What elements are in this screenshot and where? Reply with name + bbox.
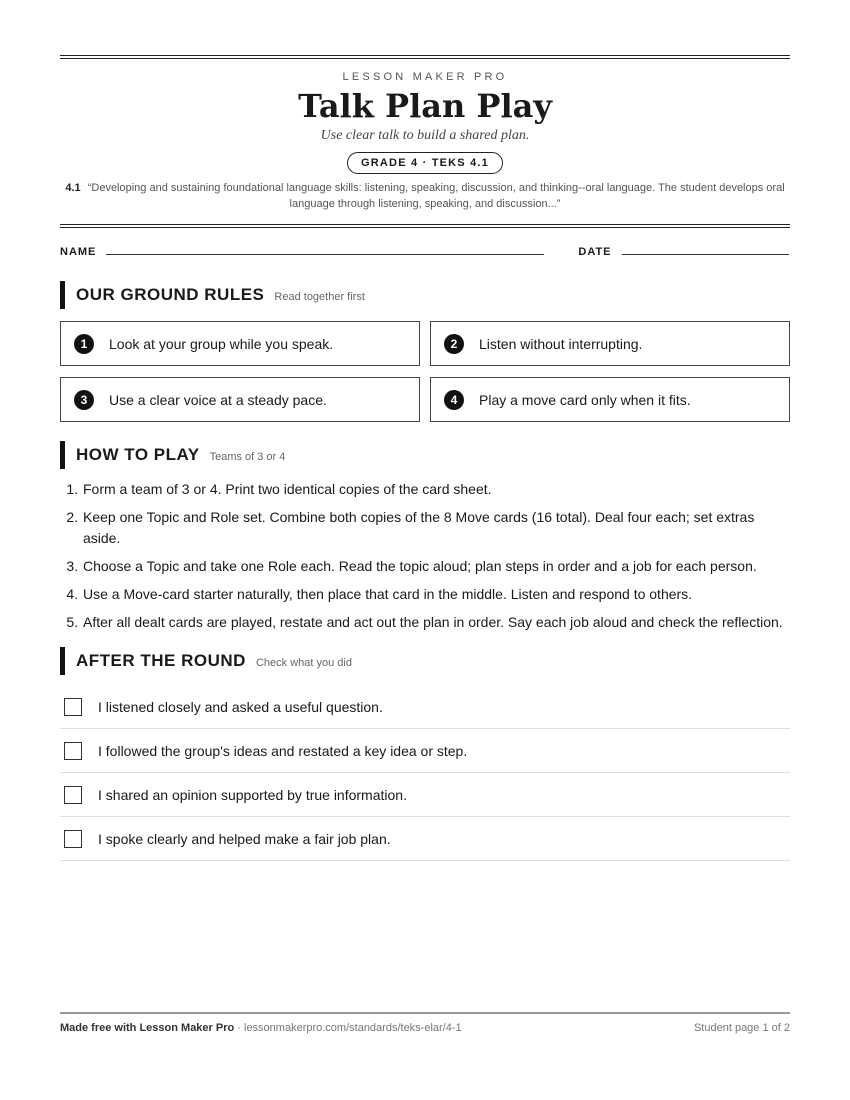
after-round-title: AFTER THE ROUND xyxy=(76,651,246,670)
footer-made-with: Made free with Lesson Maker Pro xyxy=(60,1022,235,1034)
ground-rules-grid xyxy=(60,321,790,422)
checkbox[interactable] xyxy=(64,698,82,716)
checkbox[interactable] xyxy=(64,830,82,848)
rule-text: Play a move card only when it fits. xyxy=(479,391,691,408)
how-to-play-title: HOW TO PLAY xyxy=(76,445,200,464)
checklist-item xyxy=(60,817,790,861)
name-label: NAME xyxy=(60,246,97,258)
rule-text: Look at your group while you speak. xyxy=(109,335,334,352)
rule-text: Listen without interrupting. xyxy=(479,335,643,352)
step-item: 2. Keep one Topic and Role set. Combine both copies of the 8 Move cards (16 total). Deal four each; set extras aside. xyxy=(82,507,790,549)
step-item: 4. Use a Move-card starter naturally, then place that card in the middle. Listen and respond to others. xyxy=(82,584,790,605)
checklist-item xyxy=(60,685,790,729)
rule-text: Use a clear voice at a steady pace. xyxy=(109,391,327,408)
page-number: Student page 1 of 2 xyxy=(693,1022,790,1034)
step-item: 5. After all dealt cards are played, restate and act out the plan in order. Say each job aloud and check the reflection. xyxy=(82,612,790,633)
checklist-text: I listened closely and asked a useful question. xyxy=(98,698,383,715)
checkbox[interactable] xyxy=(64,742,82,760)
how-to-play-steps xyxy=(60,479,790,633)
ground-rules-hint: Read together first xyxy=(274,290,365,303)
checklist-text: I followed the group's ideas and restated a key idea or step. xyxy=(98,742,468,759)
checkbox[interactable] xyxy=(64,786,82,804)
page-subtitle: Use clear talk to build a shared plan. xyxy=(320,128,530,143)
grade-badge: GRADE 4 · TEKS 4.1 xyxy=(347,152,503,174)
page-footer xyxy=(60,1012,790,1034)
how-to-play-heading xyxy=(60,441,790,469)
step-item: 1. Form a team of 3 or 4. Print two identical copies of the card sheet. xyxy=(82,479,790,500)
after-round-hint: Check what you did xyxy=(255,656,352,669)
ground-rule-card xyxy=(430,321,790,366)
reflection-checklist xyxy=(60,685,790,861)
name-date-row xyxy=(60,246,790,258)
ground-rule-card xyxy=(60,321,420,366)
name-field[interactable] xyxy=(106,253,544,255)
checklist-text: I spoke clearly and helped make a fair job plan. xyxy=(98,830,391,847)
ground-rule-card xyxy=(60,377,420,422)
rule-number-badge: 2 xyxy=(444,334,464,354)
worksheet-page xyxy=(60,55,790,861)
ground-rules-title: OUR GROUND RULES xyxy=(76,285,265,304)
ground-rules-heading xyxy=(60,281,790,309)
ground-rule-card xyxy=(430,377,790,422)
standard-text: “Developing and sustaining foundational language skills: listening, speaking, discussion, and thinking--oral language. The student develops oral language through listening, speaking, and discussion...” xyxy=(87,182,785,210)
after-round-heading xyxy=(60,647,790,675)
standard-description xyxy=(60,180,790,212)
header-top-rule xyxy=(60,55,790,59)
checklist-item xyxy=(60,773,790,817)
footer-credit xyxy=(60,1022,462,1034)
date-label: DATE xyxy=(578,246,612,258)
page-title: Talk Plan Play xyxy=(298,87,552,125)
footer-url: · lessonmakerpro.com/standards/teks-elar/4-1 xyxy=(234,1022,462,1034)
rule-number-badge: 4 xyxy=(444,390,464,410)
step-item: 3. Choose a Topic and take one Role each. Read the topic aloud; plan steps in order and a job for each person. xyxy=(82,556,790,577)
how-to-play-hint: Teams of 3 or 4 xyxy=(209,450,286,463)
checklist-text: I shared an opinion supported by true information. xyxy=(98,786,407,803)
brand-name: LESSON MAKER PRO xyxy=(342,71,508,83)
checklist-item xyxy=(60,729,790,773)
date-field[interactable] xyxy=(622,253,789,255)
rule-number-badge: 3 xyxy=(74,390,94,410)
rule-number-badge: 1 xyxy=(74,334,94,354)
header-bottom-rule xyxy=(60,224,790,228)
standard-code: 4.1 xyxy=(65,182,81,194)
